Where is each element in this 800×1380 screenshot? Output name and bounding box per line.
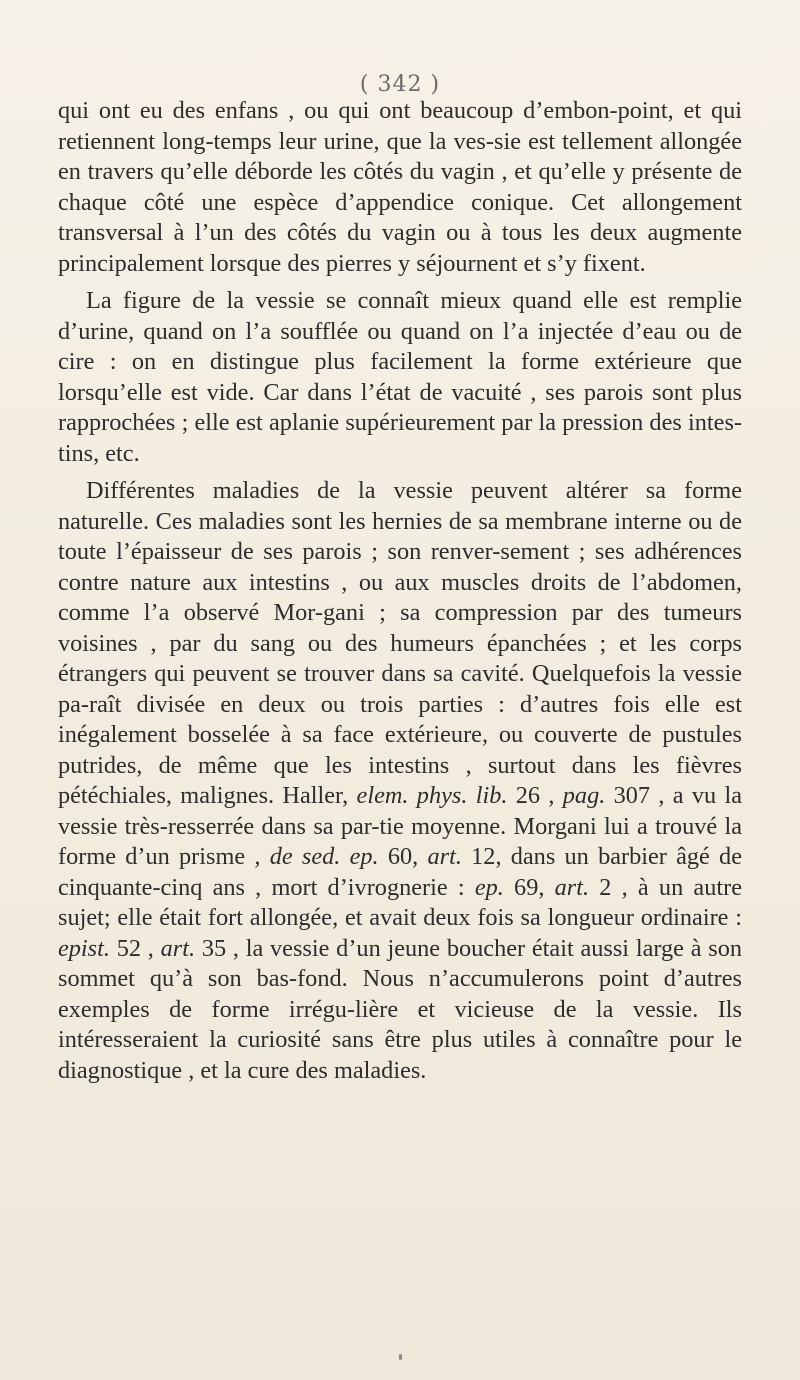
text-segment: elem. phys. lib. — [356, 782, 508, 809]
body-text — [58, 96, 742, 1093]
text-segment: 60, — [378, 843, 428, 870]
text-segment: art. — [160, 934, 196, 962]
text-segment: 12, dans un barbier âgé de cinquante-cinq ans , mort d’ivrognerie : — [58, 843, 742, 901]
text-segment: 35 , la vessie d’un jeune boucher était aussi large à son sommet qu’à son bas-fond. Nous n’accumulerons point d’autres exemples de forme irrégu-lière et vicieuse de la vessie. Ils intéresseraient la curiosité sans être plus utiles à connaître pour le diagnostique , et la cure des maladies. — [58, 934, 743, 1084]
text-segment: 52 , — [109, 934, 161, 962]
text-segment: epist. — [58, 934, 110, 962]
text-segment: art. — [427, 843, 462, 870]
page-number: ( 342 ) — [359, 72, 441, 97]
ink-mark — [399, 1354, 402, 1360]
text-segment: qui ont eu des enfans , ou qui ont beaucoup d’embon-point, et qui retiennent long-temps leur urine, que la ves-sie est tellement allongée en travers qu’elle déborde les côtés du vagin , et qu’elle y présente de chaque côté une espèce d’appendice conique. Cet allongement transversal à l’un des côtés du vagin ou à tous les deux augmente principalement lorsque des pierres y séjournent et s’y fixent. — [58, 97, 742, 277]
text-segment: de sed. ep. — [269, 843, 379, 870]
paragraph-2 — [58, 286, 742, 469]
text-segment: La figure de la vessie se connaît mieux quand elle est remplie d’urine, quand on l’a soufflée ou quand on l’a injectée d’eau ou de cire : on en distingue plus facilement la forme extérieure que lorsqu’elle est vide. Car dans l’état de vacuité , ses parois sont plus rapprochées ; elle est aplanie supérieurement par la pression des intes-tins, etc. — [58, 287, 742, 467]
text-segment: 307 , a vu la vessie très-resserrée dans sa par-tie moyenne. Morgani lui a trouvé la forme d’un prisme , — [58, 782, 742, 870]
text-segment: 2 , à un autre sujet; elle était fort allongée, et avait deux fois sa longueur ordinaire : — [58, 873, 742, 931]
text-segment: 26 , — [507, 782, 563, 809]
text-segment: pag. — [562, 782, 606, 809]
text-segment: art. — [554, 873, 590, 901]
text-segment: 69, — [503, 873, 555, 901]
text-segment: ep. — [474, 873, 504, 901]
text-segment: Différentes maladies de la vessie peuvent altérer sa forme naturelle. Ces maladies sont les hernies de sa membrane interne ou de toute l’épaisseur de ses parois ; son renver-sement ; ses adhérences contre nature aux intestins , ou aux muscles droits de l’abdomen, comme l’a observé Mor-gani ; sa compression par des tumeurs voisines , par du sang ou des humeurs épanchées ; et les corps étrangers qui peuvent se trouver dans sa cavité. Quelquefois la vessie pa-raît divisée en deux ou trois parties : d’autres fois elle est inégalement bosselée à sa face extérieure, ou couverte de pustules putrides, de même que les intestins , surtout dans les fièvres pétéchiales, malignes. Haller, — [58, 477, 742, 809]
paragraph-1 — [58, 96, 742, 279]
paragraph-3 — [58, 476, 742, 1086]
